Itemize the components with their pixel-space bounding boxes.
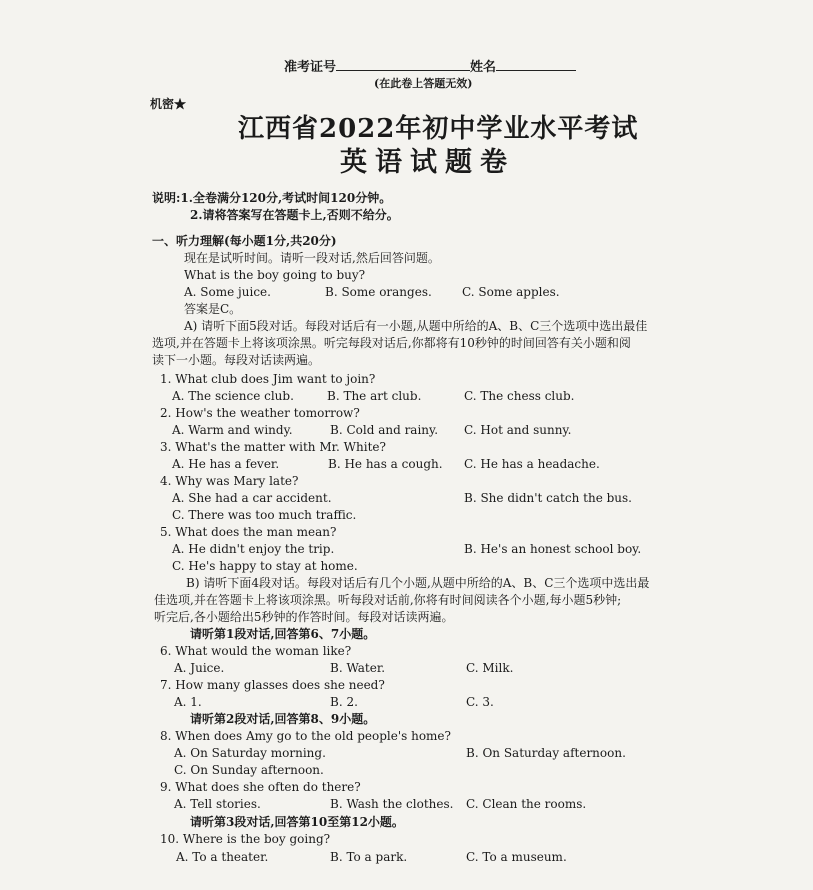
q1-option-a: A. The science club. bbox=[172, 389, 294, 403]
q2-option-c: C. Hot and sunny. bbox=[464, 423, 572, 437]
exam-number-label: 准考证号 bbox=[284, 60, 337, 75]
q6-option-b: B. Water. bbox=[330, 661, 386, 675]
question-10: 10. Where is the boy going? bbox=[160, 832, 331, 846]
part-b-instructions-1: B) 请听下面4段对话。每段对话后有几个小题,从题中所给的A、B、C三个选项中选出最 bbox=[186, 576, 650, 590]
exam-number-field bbox=[284, 56, 576, 75]
name-label: 姓名 bbox=[470, 60, 497, 75]
question-2: 2. How's the weather tomorrow? bbox=[160, 406, 360, 420]
q9-option-a: A. Tell stories. bbox=[174, 797, 261, 811]
q5-option-a: A. He didn't enjoy the trip. bbox=[172, 542, 335, 556]
q8-option-c: C. On Sunday afternoon. bbox=[174, 763, 324, 777]
trial-intro: 现在是试听时间。请听一段对话,然后回答问题。 bbox=[184, 251, 440, 265]
part-a-instructions-1: A) 请听下面5段对话。每段对话后有一小题,从题中所给的A、B、C三个选项中选出最佳 bbox=[184, 319, 648, 333]
dialog-1-instruction: 请听第1段对话,回答第6、7小题。 bbox=[190, 627, 376, 641]
q5-option-c: C. He's happy to stay at home. bbox=[172, 559, 358, 573]
instruction-2: 2.请将答案写在答题卡上,否则不给分。 bbox=[190, 208, 399, 222]
q6-option-c: C. Milk. bbox=[466, 661, 514, 675]
q3-option-c: C. He has a headache. bbox=[464, 457, 600, 471]
q8-option-a: A. On Saturday morning. bbox=[174, 746, 326, 760]
q10-option-a: A. To a theater. bbox=[176, 850, 269, 864]
question-8: 8. When does Amy go to the old people's home? bbox=[160, 729, 451, 743]
q3-option-a: A. He has a fever. bbox=[172, 457, 280, 471]
q10-option-b: B. To a park. bbox=[330, 850, 408, 864]
sample-answer: 答案是C。 bbox=[184, 302, 242, 316]
q7-option-c: C. 3. bbox=[466, 695, 494, 709]
question-3: 3. What's the matter with Mr. White? bbox=[160, 440, 386, 454]
q5-option-b: B. He's an honest school boy. bbox=[464, 542, 642, 556]
dialog-3-instruction: 请听第3段对话,回答第10至第12小题。 bbox=[190, 815, 404, 829]
question-7: 7. How many glasses does she need? bbox=[160, 678, 385, 692]
sample-option-a: A. Some juice. bbox=[184, 285, 271, 299]
question-6: 6. What would the woman like? bbox=[160, 644, 352, 658]
exam-title: 江西省2022年初中学业水平考试 bbox=[238, 114, 639, 144]
q6-option-a: A. Juice. bbox=[174, 661, 225, 675]
sample-option-b: B. Some oranges. bbox=[325, 285, 432, 299]
q2-option-a: A. Warm and windy. bbox=[172, 423, 293, 437]
notice-text: (在此卷上答题无效) bbox=[374, 77, 473, 90]
q1-option-c: C. The chess club. bbox=[464, 389, 575, 403]
section-heading: 一、听力理解(每小题1分,共20分) bbox=[152, 234, 337, 248]
q7-option-a: A. 1. bbox=[174, 695, 202, 709]
q7-option-b: B. 2. bbox=[330, 695, 358, 709]
question-1: 1. What club does Jim want to join? bbox=[160, 372, 376, 386]
q10-option-c: C. To a museum. bbox=[466, 850, 567, 864]
part-b-instructions-2: 佳选项,并在答题卡上将该项涂黑。听每段对话前,你将有时间阅读各个小题,每小题5秒钟; bbox=[154, 593, 622, 607]
sample-question: What is the boy going to buy? bbox=[184, 268, 366, 282]
q2-option-b: B. Cold and rainy. bbox=[330, 423, 439, 437]
q4-option-c: C. There was too much traffic. bbox=[172, 508, 357, 522]
question-9: 9. What does she often do there? bbox=[160, 780, 361, 794]
exam-subtitle: 英语试题卷 bbox=[340, 147, 515, 178]
part-b-instructions-3: 听完后,各小题给出5秒钟的作答时间。每段对话读两遍。 bbox=[154, 610, 454, 624]
q1-option-b: B. The art club. bbox=[327, 389, 422, 403]
instruction-1: 说明:1.全卷满分120分,考试时间120分钟。 bbox=[152, 191, 392, 205]
part-a-instructions-3: 读下一小题。每段对话读两遍。 bbox=[152, 353, 321, 367]
q4-option-b: B. She didn't catch the bus. bbox=[464, 491, 632, 505]
name-line bbox=[496, 58, 576, 71]
secret-mark: 机密★ bbox=[150, 97, 187, 111]
question-4: 4. Why was Mary late? bbox=[160, 474, 299, 488]
dialog-2-instruction: 请听第2段对话,回答第8、9小题。 bbox=[190, 712, 376, 726]
exam-number-line bbox=[336, 58, 470, 71]
q4-option-a: A. She had a car accident. bbox=[172, 491, 332, 505]
q9-option-b: B. Wash the clothes. bbox=[330, 797, 454, 811]
part-a-instructions-2: 选项,并在答题卡上将该项涂黑。听完每段对话后,你都将有10秒钟的时间回答有关小题和阅 bbox=[152, 336, 631, 350]
q9-option-c: C. Clean the rooms. bbox=[466, 797, 587, 811]
sample-option-c: C. Some apples. bbox=[462, 285, 560, 299]
q8-option-b: B. On Saturday afternoon. bbox=[466, 746, 626, 760]
q3-option-b: B. He has a cough. bbox=[328, 457, 443, 471]
question-5: 5. What does the man mean? bbox=[160, 525, 337, 539]
